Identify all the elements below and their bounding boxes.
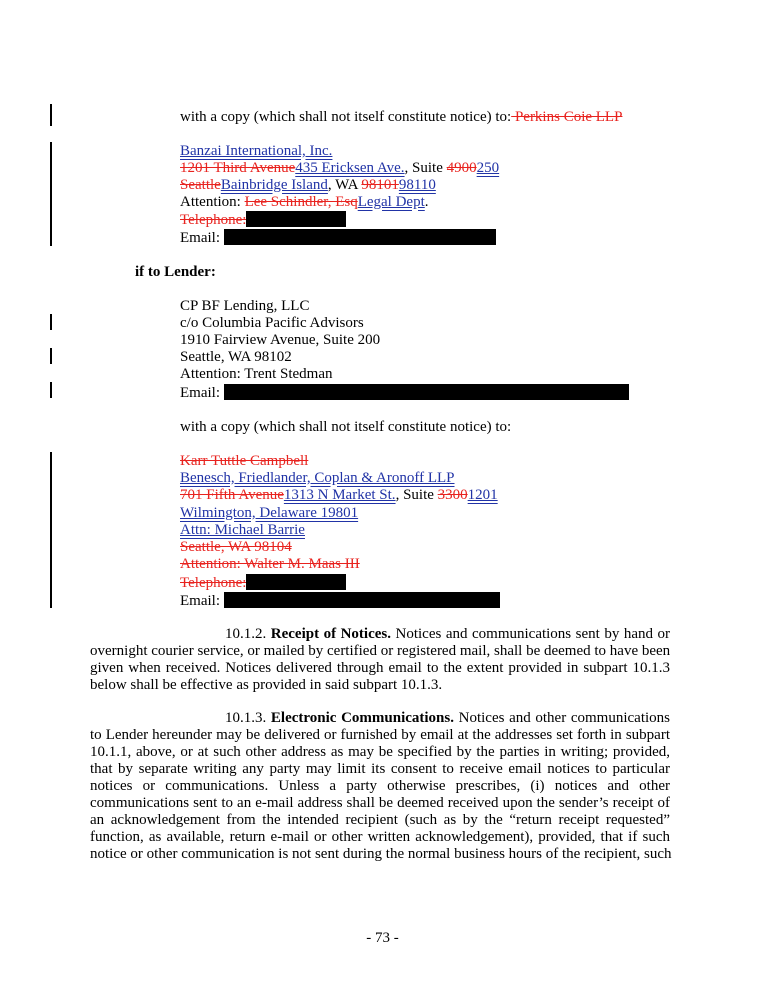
banzai-name bbox=[180, 143, 332, 160]
redaction-block bbox=[246, 574, 346, 590]
redaction-block bbox=[224, 592, 500, 608]
lender-attention: Attention: Trent Stedman bbox=[180, 366, 333, 382]
page-number: - 73 - bbox=[366, 930, 399, 946]
counsel-email: Email: bbox=[180, 592, 500, 610]
copy-intro-line: with a copy (which shall not itself constitute notice) to: bbox=[180, 419, 512, 435]
counsel-city-new bbox=[180, 505, 358, 522]
redaction-block bbox=[224, 384, 629, 400]
deleted-text: Seattle, WA 98104 bbox=[180, 539, 292, 555]
redaction-block bbox=[246, 211, 346, 227]
deleted-text: Lee Schindler, Esq bbox=[244, 194, 358, 210]
inserted-text: 1313 N Market St. bbox=[283, 487, 396, 503]
counsel-new-firm bbox=[180, 470, 455, 487]
banzai-email: Email: bbox=[180, 229, 496, 247]
counsel-attention-old bbox=[180, 556, 360, 573]
deleted-text: Attention: Walter M. Maas III bbox=[180, 556, 360, 572]
inserted-text: Attn: Michael Barrie bbox=[180, 522, 305, 538]
deleted-text: 701 Fifth Avenue bbox=[180, 487, 284, 503]
section-10-1-2: 10.1.2. Receipt of Notices. Notices and communications sent by hand or overnight courier service, or mailed by certified or registered mail, shall be deemed to have been given when received. Notices delivered through email to the extent provided in subpart 10.1.3 below shall be effective as provided in said subpart 10.1.3. bbox=[90, 626, 671, 693]
deleted-text: 1201 Third Avenue bbox=[180, 160, 296, 176]
copy-intro-line: with a copy (which shall not itself constitute notice) to: Perkins Coie LLP bbox=[180, 109, 623, 125]
change-bar bbox=[50, 104, 52, 126]
inserted-text: Bainbridge Island bbox=[220, 177, 328, 193]
inserted-text: 98110 bbox=[398, 177, 436, 193]
section-heading: Electronic Communications. bbox=[270, 710, 454, 726]
deleted-text: 98101 bbox=[361, 177, 399, 193]
change-bar bbox=[50, 142, 52, 246]
inserted-text: Wilmington, Delaware 19801 bbox=[180, 505, 359, 521]
section-10-1-3: 10.1.3. Electronic Communications. Notices and other communications to Lender hereunder may be delivered or furnished by email at the addresses set forth in subpart 10.1.1, above, or at such other address as may be specified by the parties in writing; provided, that by separate writing any party may limit its consent to receive email notices to particular notices or communications. Unless a party otherwise prescribes, (i) notices and other communications sent to an e-mail address shall be deemed received upon the sender’s receipt of an acknowledgement from the intended recipient (such as by the “return receipt requested” function, as available, return e-mail or other written acknowledgement), provided, that if such notice or other communication is not sent during the normal business hours of the recipient, such bbox=[90, 710, 672, 862]
counsel-old-firm bbox=[180, 453, 308, 470]
counsel-attention-new bbox=[180, 522, 305, 539]
change-bar bbox=[50, 452, 52, 608]
inserted-text: Benesch, Friedlander, Coplan & Aronoff LLP bbox=[180, 470, 455, 486]
deleted-text: Telephone: bbox=[180, 575, 247, 591]
inserted-text: Legal Dept bbox=[357, 194, 425, 210]
counsel-telephone bbox=[180, 574, 346, 592]
lender-heading: if to Lender: bbox=[135, 264, 216, 280]
banzai-attention: Attention: Lee Schindler, EsqLegal Dept. bbox=[180, 194, 429, 210]
deleted-text: Seattle bbox=[180, 177, 221, 193]
counsel-city-old bbox=[180, 539, 292, 556]
change-bar bbox=[50, 314, 52, 330]
inserted-text: Banzai International, Inc. bbox=[180, 143, 333, 159]
deleted-text: Karr Tuttle Campbell bbox=[180, 453, 309, 469]
section-heading: Receipt of Notices. bbox=[270, 626, 391, 642]
lender-email: Email: bbox=[180, 384, 629, 402]
redaction-block bbox=[224, 229, 496, 245]
section-number: 10.1.3. bbox=[225, 710, 271, 726]
lender-city: Seattle, WA 98102 bbox=[180, 349, 292, 365]
deleted-text: 4900 bbox=[446, 160, 477, 176]
inserted-text: 1201 bbox=[467, 487, 498, 503]
inserted-text: 435 Ericksen Ave. bbox=[295, 160, 405, 176]
deleted-text: Perkins Coie LLP bbox=[511, 109, 623, 125]
banzai-telephone bbox=[180, 211, 346, 229]
deleted-text: Telephone: bbox=[180, 212, 247, 228]
banzai-city: SeattleBainbridge Island, WA 9810198110 bbox=[180, 177, 436, 193]
inserted-text: 250 bbox=[476, 160, 500, 176]
deleted-text: 3300 bbox=[437, 487, 468, 503]
lender-address: 1910 Fairview Avenue, Suite 200 bbox=[180, 332, 381, 348]
change-bar bbox=[50, 382, 52, 398]
counsel-address: 701 Fifth Avenue1313 N Market St., Suite 33001201 bbox=[180, 487, 498, 503]
change-bar bbox=[50, 348, 52, 364]
banzai-address: 1201 Third Avenue435 Ericksen Ave., Suite 4900250 bbox=[180, 160, 500, 176]
section-number: 10.1.2. bbox=[225, 626, 271, 642]
lender-care-of: c/o Columbia Pacific Advisors bbox=[180, 315, 364, 331]
lender-name: CP BF Lending, LLC bbox=[180, 298, 310, 314]
